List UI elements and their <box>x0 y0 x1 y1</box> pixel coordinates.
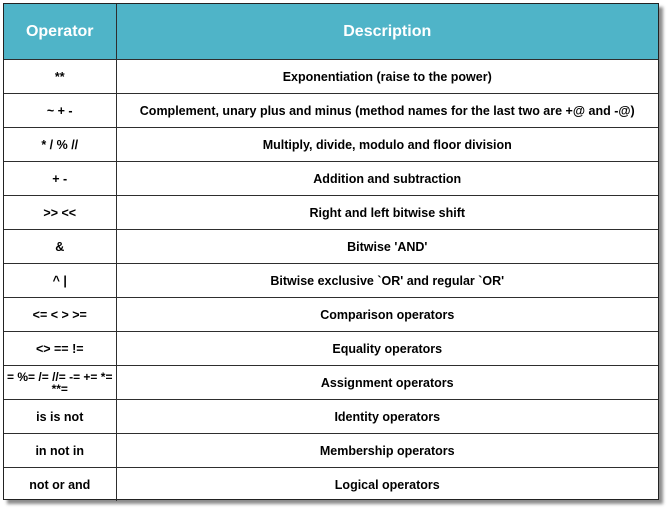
operator-cell: + - <box>4 162 116 196</box>
description-cell: Identity operators <box>116 400 658 434</box>
table-row <box>4 298 658 332</box>
description-column-header: Description <box>116 4 658 60</box>
table-row <box>4 230 658 264</box>
description-cell: Exponentiation (raise to the power) <box>116 60 658 94</box>
description-cell: Assignment operators <box>116 366 658 400</box>
table-row <box>4 94 658 128</box>
operator-column-header: Operator <box>4 4 116 60</box>
operator-precedence-table <box>4 4 658 501</box>
table-row <box>4 400 658 434</box>
operator-cell: in not in <box>4 434 116 468</box>
operator-cell: >> << <box>4 196 116 230</box>
table-row <box>4 162 658 196</box>
description-cell: Comparison operators <box>116 298 658 332</box>
table-row <box>4 264 658 298</box>
table-row <box>4 332 658 366</box>
operator-cell: not or and <box>4 468 116 502</box>
operator-cell: <> == != <box>4 332 116 366</box>
operator-cell: ** <box>4 60 116 94</box>
table-row <box>4 128 658 162</box>
table-header-row <box>4 4 658 60</box>
operator-precedence-table-frame <box>3 3 659 500</box>
operator-cell: * / % // <box>4 128 116 162</box>
description-cell: Right and left bitwise shift <box>116 196 658 230</box>
operator-cell: ~ + - <box>4 94 116 128</box>
table-row <box>4 366 658 400</box>
description-cell: Bitwise exclusive `OR' and regular `OR' <box>116 264 658 298</box>
description-cell: Equality operators <box>116 332 658 366</box>
description-cell: Bitwise 'AND' <box>116 230 658 264</box>
operator-cell: is is not <box>4 400 116 434</box>
description-cell: Complement, unary plus and minus (method names for the last two are +@ and -@) <box>116 94 658 128</box>
operator-cell: & <box>4 230 116 264</box>
description-cell: Multiply, divide, modulo and floor division <box>116 128 658 162</box>
table-row <box>4 468 658 502</box>
table-row <box>4 60 658 94</box>
operator-cell: <= < > >= <box>4 298 116 332</box>
operator-cell: ^ | <box>4 264 116 298</box>
table-row <box>4 196 658 230</box>
description-cell: Logical operators <box>334 477 440 492</box>
operator-cell: = %= /= //= -= += *= **= <box>4 366 116 400</box>
description-cell: Addition and subtraction <box>116 162 658 196</box>
table-row <box>4 434 658 468</box>
description-cell: Membership operators <box>116 434 658 468</box>
